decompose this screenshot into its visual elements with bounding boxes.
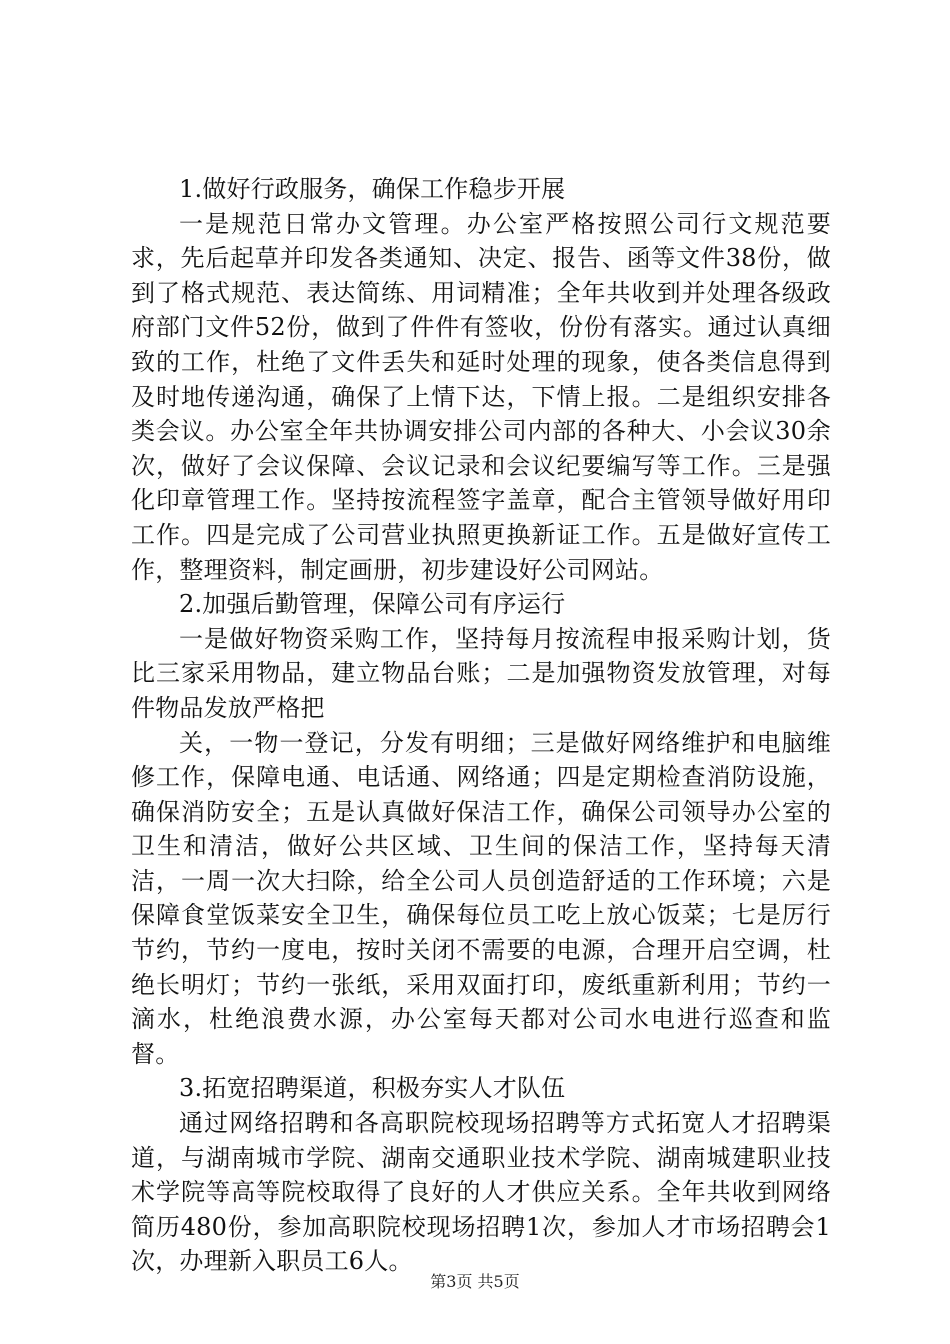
- section-1-body: 一是规范日常办文管理。办公室严格按照公司行文规范要求，先后起草并印发各类通知、决定、报告、函等文件38份，做到了格式规范、表达简练、用词精准；全年共收到并处理各级政府部门文件52份，做到了件件有签收，份份有落实。通过认真细致的工作，杜绝了文件丢失和延时处理的现象，使各类信息得到及时地传递沟通，确保了上情下达，下情上报。二是组织安排各类会议。办公室全年共协调安排公司内部的各种大、小会议30余次，做好了会议保障、会议记录和会议纪要编写等工作。三是强化印章管理工作。坚持按流程签字盖章，配合主管领导做好用印工作。四是完成了公司营业执照更换新证工作。五是做好宣传工作，整理资料，制定画册，初步建设好公司网站。: [131, 209, 831, 584]
- page-number-footer: 第3页 共5页: [430, 1272, 520, 1291]
- section-2-body-part-2: 关，一物一登记，分发有明细；三是做好网络维护和电脑维修工作，保障电通、电话通、网络通；四是定期检查消防设施，确保消防安全；五是认真做好保洁工作，确保公司领导办公室的卫生和清洁，做好公共区域、卫生间的保洁工作，坚持每天清洁，一周一次大扫除，给全公司人员创造舒适的工作环境；六是保障食堂饭菜安全卫生，确保每位员工吃上放心饭菜；七是厉行节约，节约一度电，按时关闭不需要的电源，合理开启空调，杜绝长明灯；节约一张纸，采用双面打印，废纸重新利用；节约一滴水，杜绝浪费水源，办公室每天都对公司水电进行巡查和监督。: [131, 728, 831, 1068]
- section-heading-1: 1.做好行政服务，确保工作稳步开展: [179, 175, 566, 203]
- section-2-body-part-1: 一是做好物资采购工作，坚持每月按流程申报采购计划，货比三家采用物品，建立物品台账；二是加强物资发放管理，对每件物品发放严格把: [131, 624, 831, 722]
- section-heading-2: 2.加强后勤管理，保障公司有序运行: [179, 590, 566, 619]
- section-heading-3: 3.拓宽招聘渠道，积极夯实人才队伍: [179, 1074, 566, 1103]
- section-3-body: 通过网络招聘和各高职院校现场招聘等方式拓宽人才招聘渠道，与湖南城市学院、湖南交通职业技术学院、湖南城建职业技术学院等高等院校取得了良好的人才供应关系。全年共收到网络简历480份，参加高职院校现场招聘1次，参加人才市场招聘会1次，办理新入职员工6人。: [131, 1109, 831, 1276]
- document-body: [131, 172, 831, 1279]
